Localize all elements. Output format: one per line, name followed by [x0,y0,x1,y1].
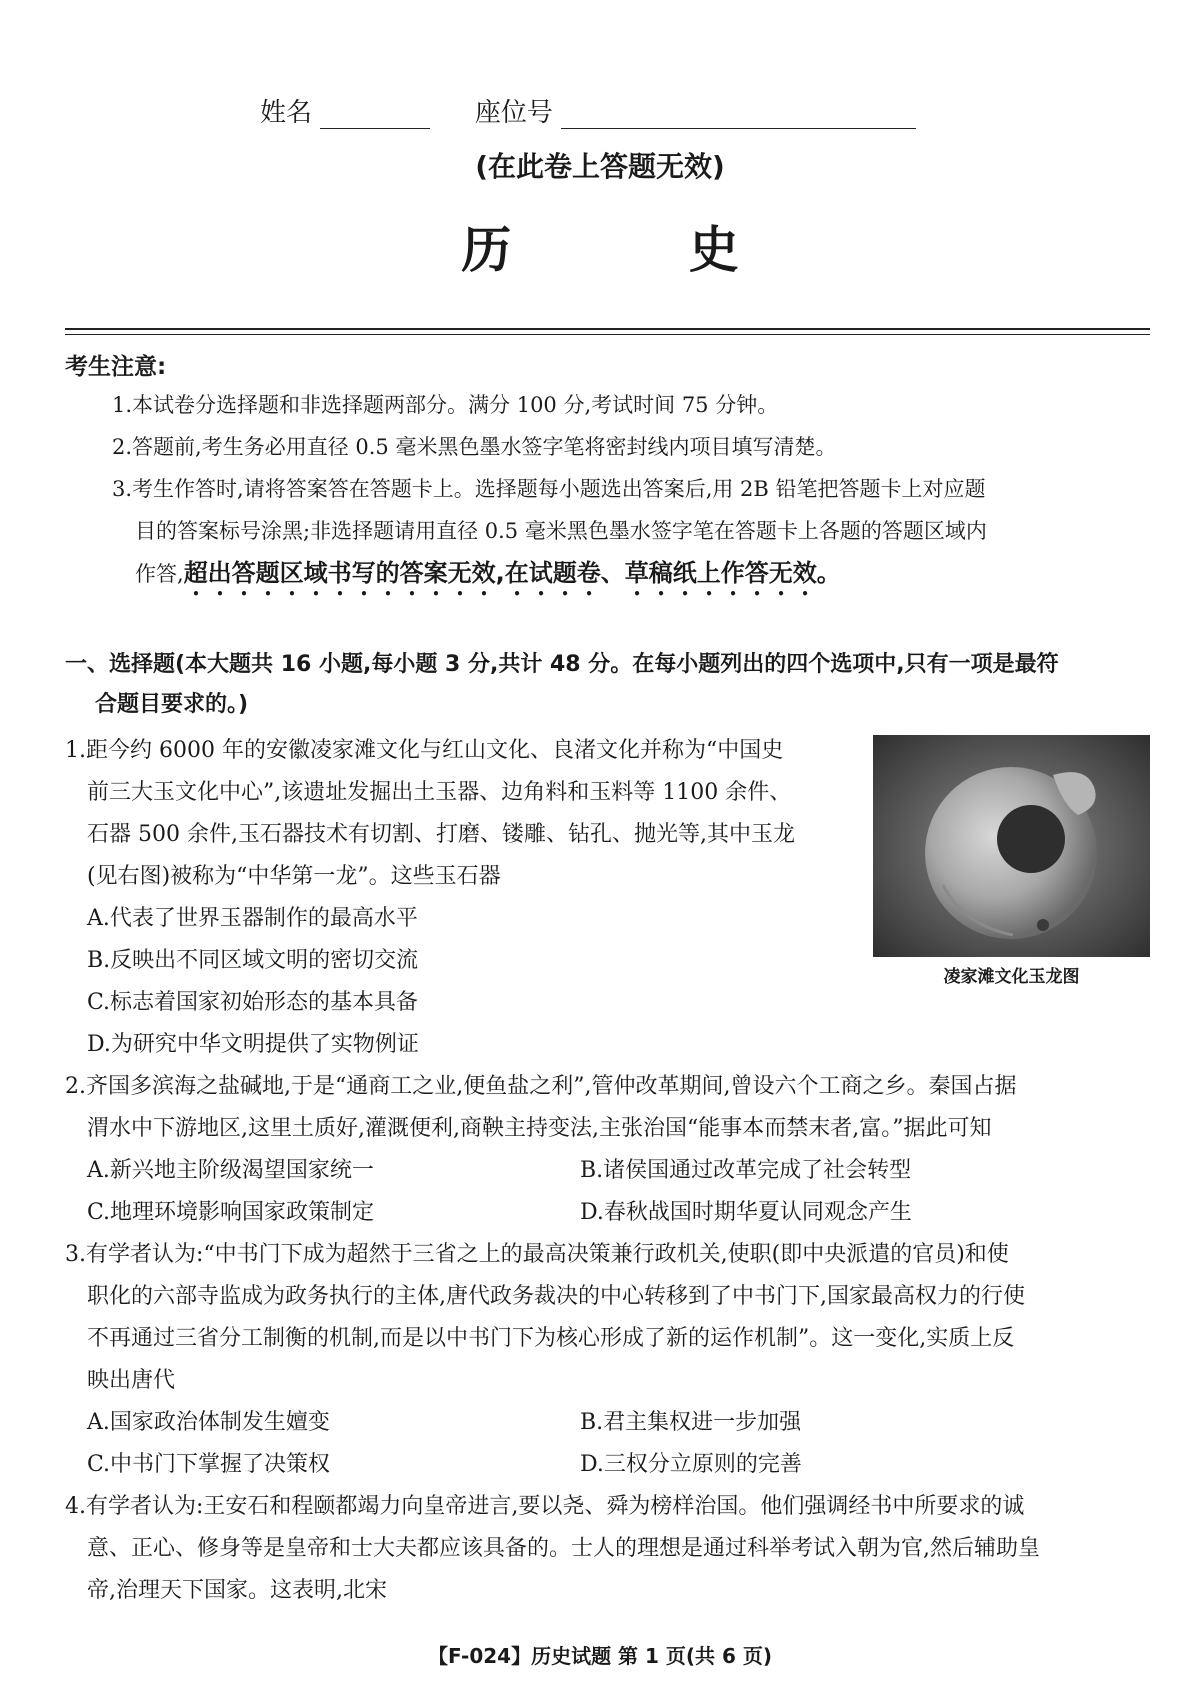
q1-option-b: B.反映出不同区域文明的密切交流 [87,948,419,973]
page-footer: 【F-024】历史试题 第 1 页(共 6 页) [427,1644,773,1668]
q1-line-1: 1.距今约 6000 年的安徽凌家滩文化与红山文化、良渚文化并称为“中国史 [65,738,784,763]
name-blank [320,98,430,129]
q1-option-c: C.标志着国家初始形态的基本具备 [87,990,419,1015]
q3-line-2: 职化的六部寺监成为政务执行的主体,唐代政务裁决的中心转移到了中书门下,国家最高权力的行使 [87,1284,1025,1309]
name-seat-row [260,92,916,129]
notice-item-3-line-3 [135,558,841,601]
notice-item-1: 1.本试卷分选择题和非选择题两部分。满分 100 分,考试时间 75 分钟。 [112,393,779,417]
q3-option-d: D.三权分立原则的完善 [580,1452,802,1477]
q1-line-2: 前三大玉文化中心”,该遗址发掘出土玉器、边角料和玉料等 1100 余件、 [87,780,792,805]
q2-option-b: B.诸侯国通过改革完成了社会转型 [580,1158,912,1183]
name-label: 姓名 [260,98,313,128]
seat-label: 座位号 [474,98,553,128]
section-1-line-1: 一、选择题(本大题共 16 小题,每小题 3 分,共计 48 分。在每小题列出的四个选项中,只有一项是最符 [65,652,1059,677]
q3-line-4: 映出唐代 [87,1368,176,1393]
notice-item-3-line-2: 目的答案标号涂黑;非选择题请用直径 0.5 毫米黑色墨水签字笔在答题卡上各题的答题区域内 [135,519,987,543]
q2-option-c: C.地理环境影响国家政策制定 [87,1200,375,1225]
notice-item-3-prefix: 作答, [135,562,184,586]
q4-line-1: 4.有学者认为:王安石和程颐都竭力向皇帝进言,要以尧、舜为榜样治国。他们强调经书中所要求的诚 [65,1494,1025,1519]
section-1-line-2: 合题目要求的。) [95,692,249,717]
q1-option-a: A.代表了世界玉器制作的最高水平 [87,906,418,931]
q2-option-a: A.新兴地主阶级渴望国家统一 [87,1158,374,1183]
q1-line-3: 石器 500 余件,玉石器技术有切割、打磨、镂雕、钻孔、抛光等,其中玉龙 [87,822,795,847]
q4-line-2: 意、正心、修身等是皇帝和士大夫都应该具备的。士人的理想是通过科举考试入朝为官,然后辅助皇 [87,1536,1040,1561]
q1-line-4: (见右图)被称为“中华第一龙”。这些玉石器 [87,864,501,889]
seat-blank [561,98,916,129]
divider-thick [65,328,1150,330]
divider-thin [65,334,1150,335]
figure-caption: 凌家滩文化玉龙图 [943,967,1080,987]
subject-title: 历 史 [461,221,819,279]
q4-line-3: 帝,治理天下国家。这表明,北宋 [87,1578,387,1603]
notice-item-3-line-1: 3.考生作答时,请将答案答在答题卡上。选择题每小题选出答案后,用 2B 铅笔把答题卡上对应题 [112,477,986,501]
q2-line-1: 2.齐国多滨海之盐碱地,于是“通商工之业,便鱼盐之利”,管仲改革期间,曾设六个工商之乡。秦国占据 [65,1074,1017,1099]
jade-dragon-image [873,735,1150,957]
q3-line-3: 不再通过三省分工制衡的机制,而是以中书门下为核心形成了新的运作机制”。这一变化,实质上反 [87,1326,1015,1351]
section-1-instructions [65,645,1059,725]
notice-emphasis: 超出答题区域书写的答案无效,在试题卷、草稿纸上作答无效。 [183,559,841,587]
q3-option-a: A.国家政治体制发生嬗变 [87,1410,330,1435]
jade-dragon-illustration [873,735,1150,957]
notice-item-2: 2.答题前,考生务必用直径 0.5 毫米黑色墨水签字笔将密封线内项目填写清楚。 [112,435,837,459]
q3-line-1: 3.有学者认为:“中书门下成为超然于三省之上的最高决策兼行政机关,使职(即中央派遣的官员)和使 [65,1242,1009,1267]
q3-option-b: B.君主集权进一步加强 [580,1410,802,1435]
q1-option-d: D.为研究中华文明提供了实物例证 [87,1032,419,1057]
invalid-note: (在此卷上答题无效) [475,150,725,183]
q2-option-d: D.春秋战国时期华夏认同观念产生 [580,1200,912,1225]
notice-heading: 考生注意: [65,354,167,380]
q3-option-c: C.中书门下掌握了决策权 [87,1452,331,1477]
q2-line-2: 渭水中下游地区,这里土质好,灌溉便利,商鞅主持变法,主张治国“能事本而禁末者,富。”据此可知 [87,1116,992,1141]
